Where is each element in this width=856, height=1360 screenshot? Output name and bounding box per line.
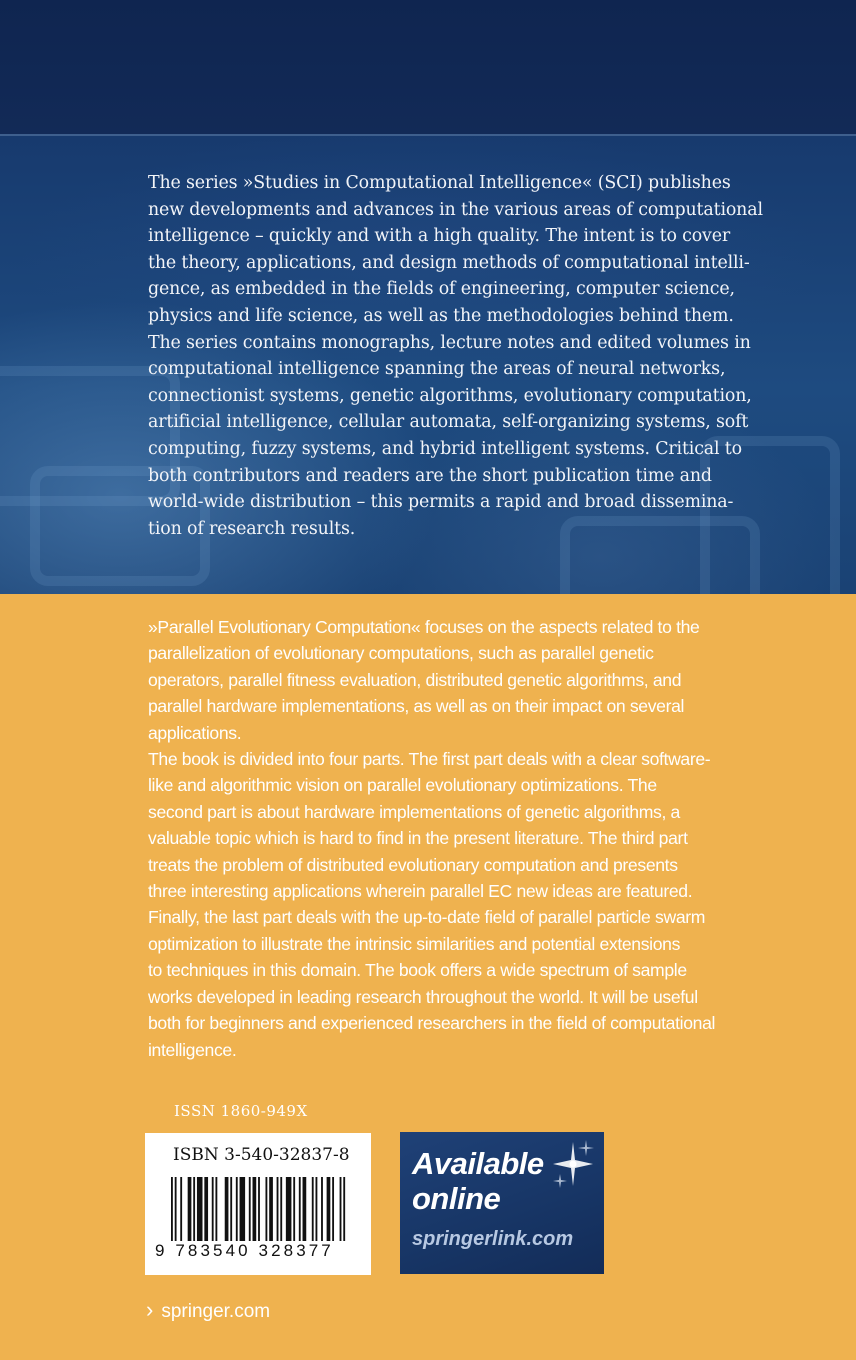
- barcode-bar: [204, 1177, 208, 1241]
- barcode-bar: [253, 1177, 257, 1241]
- barcode-bar: [230, 1177, 232, 1241]
- barcode-bar: [193, 1177, 195, 1241]
- barcode-bar: [327, 1177, 331, 1241]
- book-description-line: parallel hardware implementations, as well as on their impact on several: [148, 696, 685, 717]
- barcode-bar: [236, 1177, 238, 1241]
- springer-website-label: springer.com: [161, 1301, 271, 1322]
- barcode-bar: [212, 1177, 214, 1241]
- available-online-title-line1: Available: [412, 1146, 544, 1181]
- barcode-bar: [171, 1177, 173, 1241]
- barcode-bar: [332, 1177, 334, 1241]
- available-online-badge[interactable]: [400, 1132, 604, 1274]
- isbn-barcode-box: [145, 1133, 371, 1275]
- barcode-bar: [312, 1177, 314, 1241]
- barcode-bar: [280, 1177, 282, 1241]
- barcode-bar: [180, 1177, 182, 1241]
- book-description-line: treats the problem of distributed evolutionary computation and presents: [148, 854, 678, 875]
- book-description-line: operators, parallel fitness evaluation, distributed genetic algorithms, and: [148, 669, 682, 690]
- book-description-line: both for beginners and experienced researchers in the field of computational: [148, 1013, 716, 1034]
- series-description-line: The series »Studies in Computational Intelligence« (SCI) publishes: [148, 173, 731, 193]
- issn-number: ISSN 1860-949X: [174, 1102, 308, 1120]
- book-description-line: works developed in leading research throughout the world. It will be useful: [148, 986, 698, 1007]
- book-description-line: parallelization of evolutionary computations, such as parallel genetic: [148, 643, 654, 664]
- barcode-digits: 9 783540 328377: [155, 1241, 334, 1260]
- barcode-bar: [316, 1177, 318, 1241]
- barcode-bar: [321, 1177, 323, 1241]
- series-description-line: artificial intelligence, cellular automata, self-organizing systems, soft: [148, 412, 749, 433]
- book-description-line: second part is about hardware implementations of genetic algorithms, a: [148, 801, 680, 822]
- barcode-bar: [188, 1177, 192, 1241]
- book-description-line: like and algorithmic vision on parallel evolutionary optimizations. The: [148, 775, 657, 796]
- springer-website-link[interactable]: [146, 1297, 270, 1323]
- series-description-line: world-wide distribution – this permits a rapid and broad dissemina-: [148, 492, 734, 513]
- sparkle-icon: [548, 1138, 598, 1192]
- series-description-line: connectionist systems, genetic algorithms, evolutionary computation,: [148, 385, 752, 406]
- barcode-graphic: [171, 1177, 347, 1241]
- barcode-bar: [240, 1177, 246, 1241]
- barcode-bar: [286, 1177, 292, 1241]
- barcode-bar: [197, 1177, 203, 1241]
- series-description-line: The series contains monographs, lecture notes and edited volumes in: [148, 332, 751, 353]
- book-description-line: »Parallel Evolutionary Computation« focuses on the aspects related to the: [148, 617, 700, 637]
- book-description-line: optimization to illustrate the intrinsic similarities and potential extensions: [148, 933, 681, 954]
- barcode-bar: [303, 1177, 307, 1241]
- barcode-bar: [269, 1177, 273, 1241]
- book-description-line: three interesting applications wherein parallel EC new ideas are featured.: [148, 881, 693, 902]
- chevron-right-icon: ›: [146, 1297, 154, 1322]
- book-description-text: [148, 614, 768, 1063]
- series-description-line: computing, fuzzy systems, and hybrid intelligent systems. Critical to: [148, 438, 742, 459]
- barcode-bar: [293, 1177, 295, 1241]
- book-description-line: applications.: [148, 722, 242, 743]
- barcode-bar: [175, 1177, 177, 1241]
- series-description-line: gence, as embedded in the fields of engineering, computer science,: [148, 279, 735, 300]
- barcode-bar: [258, 1177, 260, 1241]
- series-description-line: computational intelligence spanning the areas of neural networks,: [148, 359, 726, 380]
- barcode-bar: [340, 1177, 342, 1241]
- book-description-line: intelligence.: [148, 1039, 237, 1060]
- available-online-title-line2: online: [412, 1181, 501, 1216]
- series-description-text: [148, 170, 763, 542]
- isbn-label: ISBN 3-540-32837-8: [173, 1145, 350, 1165]
- barcode-bar: [265, 1177, 267, 1241]
- barcode-bar: [299, 1177, 301, 1241]
- series-description-line: physics and life science, as well as the methodologies behind them.: [148, 305, 734, 326]
- barcode-bar: [225, 1177, 229, 1241]
- barcode-bar: [343, 1177, 345, 1241]
- book-description-line: The book is divided into four parts. The first part deals with a clear software-: [148, 749, 711, 770]
- series-description-line: both contributors and readers are the short publication time and: [148, 465, 712, 486]
- series-description-line: intelligence – quickly and with a high quality. The intent is to cover: [148, 226, 731, 247]
- series-description-line: tion of research results.: [148, 518, 356, 539]
- barcode-bar: [215, 1177, 217, 1241]
- series-description-panel: [0, 136, 856, 594]
- top-cover-band: [0, 0, 856, 134]
- book-description-panel: [0, 594, 856, 1360]
- springerlink-url[interactable]: springerlink.com: [412, 1228, 574, 1250]
- series-description-line: the theory, applications, and design methods of computational intelli-: [148, 252, 750, 273]
- barcode-bar: [277, 1177, 279, 1241]
- series-description-line: new developments and advances in the various areas of computational: [148, 199, 763, 220]
- book-description-line: to techniques in this domain. The book offers a wide spectrum of sample: [148, 960, 687, 981]
- barcode-bar: [249, 1177, 251, 1241]
- book-description-line: Finally, the last part deals with the up-to-date field of parallel particle swarm: [148, 907, 706, 928]
- book-description-line: valuable topic which is hard to find in the present literature. The third part: [148, 828, 688, 849]
